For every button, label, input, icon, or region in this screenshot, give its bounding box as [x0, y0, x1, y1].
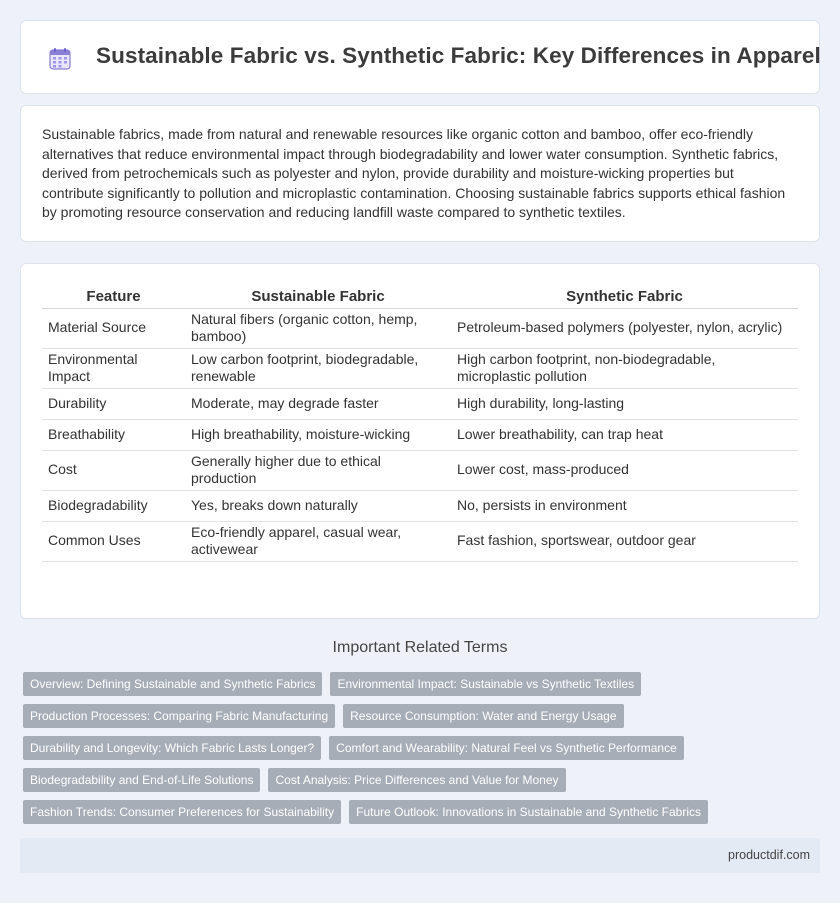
- sustainable-cell: Generally higher due to ethical production: [185, 450, 451, 490]
- comparison-table: [42, 283, 798, 562]
- table-row: [42, 308, 798, 348]
- related-term-tag[interactable]: Production Processes: Comparing Fabric Manufacturing: [23, 704, 335, 728]
- sustainable-cell: Eco-friendly apparel, casual wear, activewear: [185, 521, 451, 561]
- synthetic-cell: No, persists in environment: [451, 490, 798, 521]
- synthetic-cell: Petroleum-based polymers (polyester, nylon, acrylic): [451, 308, 798, 348]
- tag-row: [23, 672, 823, 696]
- sustainable-cell: High breathability, moisture-wicking: [185, 419, 451, 450]
- related-term-tag[interactable]: Overview: Defining Sustainable and Synthetic Fabrics: [23, 672, 322, 696]
- header-feature: Feature: [42, 283, 185, 308]
- feature-cell: Durability: [42, 388, 185, 419]
- table-row: [42, 388, 798, 419]
- feature-cell: Cost: [42, 450, 185, 490]
- tag-row: [23, 704, 823, 728]
- related-term-tag[interactable]: Future Outlook: Innovations in Sustainable and Synthetic Fabrics: [349, 800, 708, 824]
- synthetic-cell: High carbon footprint, non-biodegradable, microplastic pollution: [451, 348, 798, 388]
- feature-cell: Material Source: [42, 308, 185, 348]
- related-term-tag[interactable]: Durability and Longevity: Which Fabric Lasts Longer?: [23, 736, 321, 760]
- sustainable-cell: Low carbon footprint, biodegradable, renewable: [185, 348, 451, 388]
- tag-row: [23, 736, 823, 760]
- related-term-tag[interactable]: Cost Analysis: Price Differences and Value for Money: [268, 768, 565, 792]
- calendar-icon: [48, 47, 72, 71]
- feature-cell: Common Uses: [42, 521, 185, 561]
- header-card: [20, 20, 820, 94]
- table-row: [42, 450, 798, 490]
- footer: [20, 838, 820, 873]
- comparison-table-card: [20, 263, 820, 619]
- synthetic-cell: High durability, long-lasting: [451, 388, 798, 419]
- footer-site-link[interactable]: productdif.com: [728, 848, 810, 862]
- intro-card: [20, 105, 820, 242]
- header-synthetic: Synthetic Fabric: [451, 283, 798, 308]
- feature-cell: Biodegradability: [42, 490, 185, 521]
- related-term-tag[interactable]: Fashion Trends: Consumer Preferences for Sustainability: [23, 800, 341, 824]
- related-term-tag[interactable]: Biodegradability and End-of-Life Solutions: [23, 768, 260, 792]
- related-term-tag[interactable]: Environmental Impact: Sustainable vs Synthetic Textiles: [330, 672, 641, 696]
- related-term-tag[interactable]: Resource Consumption: Water and Energy Usage: [343, 704, 623, 728]
- feature-cell: Environmental Impact: [42, 348, 185, 388]
- synthetic-cell: Lower breathability, can trap heat: [451, 419, 798, 450]
- related-term-tag[interactable]: Comfort and Wearability: Natural Feel vs Synthetic Performance: [329, 736, 684, 760]
- synthetic-cell: Lower cost, mass-produced: [451, 450, 798, 490]
- synthetic-cell: Fast fashion, sportswear, outdoor gear: [451, 521, 798, 561]
- sustainable-cell: Yes, breaks down naturally: [185, 490, 451, 521]
- table-row: [42, 419, 798, 450]
- sustainable-cell: Moderate, may degrade faster: [185, 388, 451, 419]
- tag-row: [23, 768, 823, 792]
- header-sustainable: Sustainable Fabric: [185, 283, 451, 308]
- related-terms-title: Important Related Terms: [332, 639, 508, 656]
- tag-row: [23, 800, 823, 824]
- related-terms-list: [23, 672, 823, 832]
- table-header-row: [42, 283, 798, 308]
- table-row: [42, 521, 798, 561]
- table-row: [42, 348, 798, 388]
- table-row: [42, 490, 798, 521]
- feature-cell: Breathability: [42, 419, 185, 450]
- page-title: Sustainable Fabric vs. Synthetic Fabric: Key Differences in Apparel: [96, 43, 821, 68]
- sustainable-cell: Natural fibers (organic cotton, hemp, bamboo): [185, 308, 451, 348]
- intro-paragraph: Sustainable fabrics, made from natural and renewable resources like organic cotton and bamboo, offer eco-friendly alternatives that reduce environmental impact through biodegradability and lower water consumption. Synthetic fabrics, derived from petrochemicals such as polyester and nylon, provide durability and moisture-wicking properties but contribute significantly to pollution and microplastic contamination. Choosing sustainable fabrics supports ethical fashion by promoting resource conservation and reducing landfill waste compared to synthetic textiles.: [42, 126, 786, 220]
